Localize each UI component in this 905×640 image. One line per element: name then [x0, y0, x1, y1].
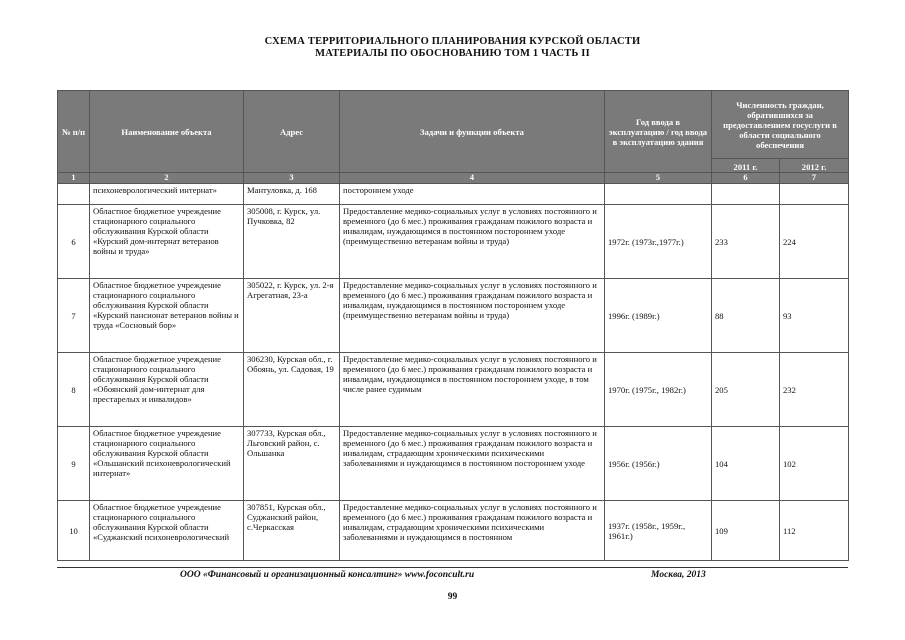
row-year [605, 184, 712, 205]
row-number: 6 [58, 205, 90, 279]
row-year: 1972г. (1973г.,1977г.) [605, 205, 712, 279]
row-name: Областное бюджетное учреждение стационарного социального обслуживания Курской области «Курский пансионат ветеранов войны и труда «Сосновый бор» [90, 279, 244, 353]
col-number: 6 [712, 173, 780, 184]
table-row [58, 427, 849, 501]
row-2011: 233 [712, 205, 780, 279]
column-number-row [58, 173, 849, 184]
page-number: 99 [447, 592, 458, 602]
row-number: 8 [58, 353, 90, 427]
row-year: 1956г. (1956г.) [605, 427, 712, 501]
col-header-tasks: Задачи и функции объекта [340, 91, 605, 173]
col-header-citizens: Численность граждан, обратившихся за предоставлением госуслуги в области социального обеспечения [712, 91, 849, 159]
row-2012: 224 [780, 205, 849, 279]
row-tasks: Предоставление медико-социальных услуг в условиях постоянного и временного (до 6 мес.) проживания гражданам пожилого возраста и инвалидам, нуждающимся в постоянном постороннем уходе (преимущественно ветеранам войны и труда) [340, 279, 605, 353]
col-number: 5 [605, 173, 712, 184]
row-year: 1937г. (1958г., 1959г., 1961г.) [605, 501, 712, 561]
row-tasks: Предоставление медико-социальных услуг в условиях постоянного и временного (до 6 мес.) проживания гражданам пожилого возраста и инвалидам, страдающим хроническими психическими заболеваниями и нуждающимся в постоянном [340, 501, 605, 561]
row-number [58, 184, 90, 205]
row-tasks: Предоставление медико-социальных услуг в условиях постоянного и временного (до 6 мес.) проживания гражданам пожилого возраста и инвалидам, нуждающимся в постоянном постороннем уходе (преимущественно ветеранам войны и труда) [340, 205, 605, 279]
row-2012 [780, 184, 849, 205]
col-header-num: № п/п [58, 91, 90, 173]
header-subtitle: МАТЕРИАЛЫ ПО ОБОСНОВАНИЮ ТОМ 1 ЧАСТЬ II [315, 48, 590, 59]
table-row [58, 205, 849, 279]
col-header-year: Год ввода в эксплуатацию / год ввода в эксплуатацию здания [605, 91, 712, 173]
row-2012: 102 [780, 427, 849, 501]
col-number: 2 [90, 173, 244, 184]
table-row [58, 501, 849, 561]
row-2012: 232 [780, 353, 849, 427]
table-row [58, 184, 849, 205]
row-name: Областное бюджетное учреждение стационарного социального обслуживания Курской области «Обоянский дом-интернат для престарелых и инвалидов» [90, 353, 244, 427]
row-number: 9 [58, 427, 90, 501]
footer-divider [57, 567, 848, 568]
row-tasks: постороннем уходе [340, 184, 605, 205]
row-address: 306230, Курская обл., г. Обоянь, ул. Садовая, 19 [244, 353, 340, 427]
row-name: психоневрологический интернат» [90, 184, 244, 205]
table-row [58, 353, 849, 427]
header-title: СХЕМА ТЕРРИТОРИАЛЬНОГО ПЛАНИРОВАНИЯ КУРСКОЙ ОБЛАСТИ [264, 36, 641, 47]
row-2012: 112 [780, 501, 849, 561]
footer-city-year: Москва, 2013 [651, 570, 706, 580]
row-tasks: Предоставление медико-социальных услуг в условиях постоянного и временного (до 6 мес.) проживания гражданам пожилого возраста и инвалидам, нуждающимся в постоянном постороннем уходе, в том числе ранее судимым [340, 353, 605, 427]
document-header [0, 36, 905, 60]
row-number: 7 [58, 279, 90, 353]
footer-company: ООО «Финансовый и организационный консалтинг» www.foconcult.ru [180, 570, 475, 580]
row-2011: 88 [712, 279, 780, 353]
col-number: 7 [780, 173, 849, 184]
row-name: Областное бюджетное учреждение стационарного социального обслуживания Курской области «Суджанский психоневрологический [90, 501, 244, 561]
row-number: 10 [58, 501, 90, 561]
row-2011: 104 [712, 427, 780, 501]
row-2011: 205 [712, 353, 780, 427]
row-name: Областное бюджетное учреждение стационарного социального обслуживания Курской области «Курский дом-интернат ветеранов войны и труда» [90, 205, 244, 279]
row-address: 307733, Курская обл., Льговский район, с. Ольшанка [244, 427, 340, 501]
row-tasks: Предоставление медико-социальных услуг в условиях постоянного и временного (до 6 мес.) проживания гражданам пожилого возраста и инвалидам, страдающим хроническими психическими заболеваниями и нуждающимся в постоянном постороннем уходе [340, 427, 605, 501]
facilities-table [57, 90, 849, 561]
row-name: Областное бюджетное учреждение стационарного социального обслуживания Курской области «Ольшанский психоневрологический интернат» [90, 427, 244, 501]
col-header-2011: 2011 г. [712, 159, 780, 173]
col-number: 1 [58, 173, 90, 184]
col-header-name: Наименование объекта [90, 91, 244, 173]
row-year: 1970г. (1975г., 1982г.) [605, 353, 712, 427]
col-number: 4 [340, 173, 605, 184]
col-header-2012: 2012 г. [780, 159, 849, 173]
row-2012: 93 [780, 279, 849, 353]
row-address: Мантуловка, д. 168 [244, 184, 340, 205]
facilities-table-wrapper [57, 90, 848, 561]
row-2011 [712, 184, 780, 205]
col-header-address: Адрес [244, 91, 340, 173]
row-address: 305022, г. Курск, ул. 2-я Агрегатная, 23-а [244, 279, 340, 353]
table-row [58, 279, 849, 353]
row-year: 1996г. (1989г.) [605, 279, 712, 353]
col-number: 3 [244, 173, 340, 184]
row-address: 307851, Курская обл., Суджанский район, с.Черкасская [244, 501, 340, 561]
row-2011: 109 [712, 501, 780, 561]
row-address: 305008, г. Курск, ул. Пучковка, 82 [244, 205, 340, 279]
